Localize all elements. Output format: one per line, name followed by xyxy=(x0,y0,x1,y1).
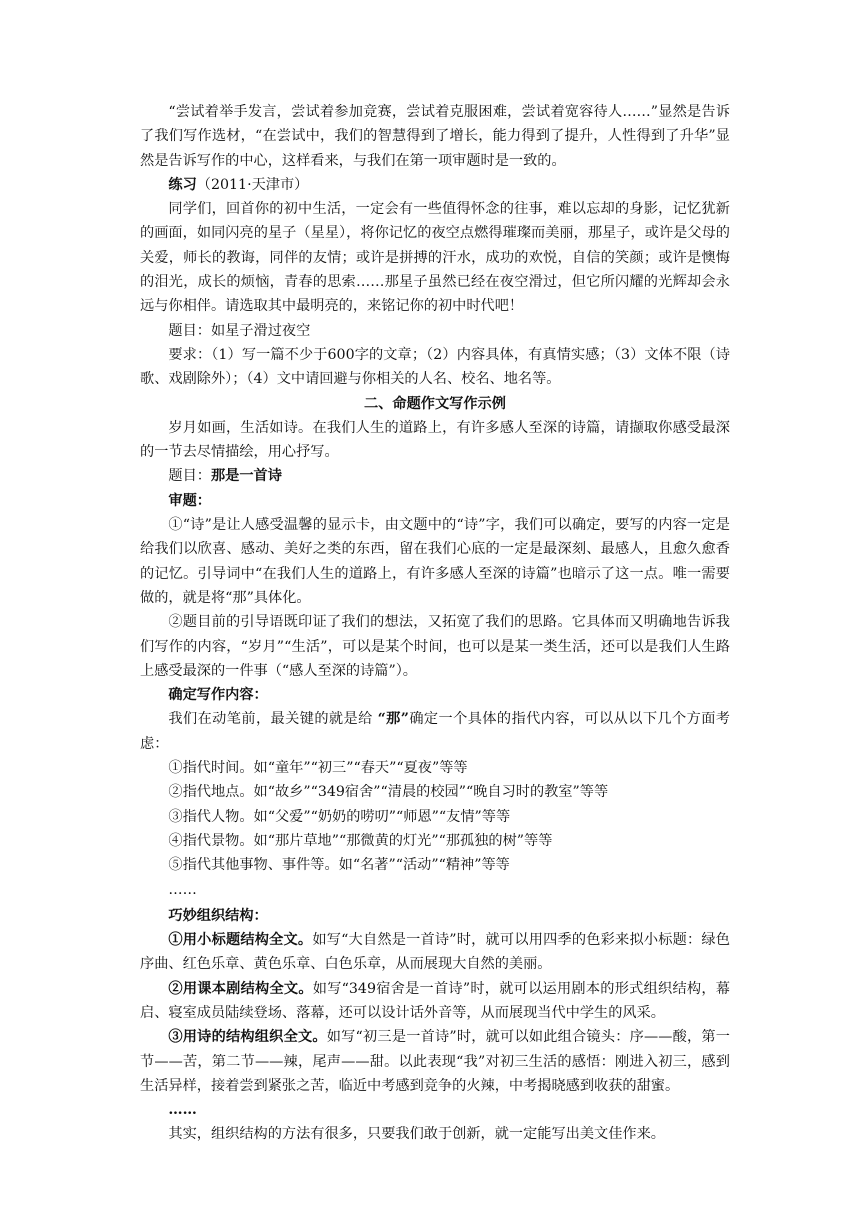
structure-item-lead: ①用小标题结构全文。 xyxy=(168,932,313,949)
structure-heading: 巧妙组织结构： xyxy=(168,907,268,924)
structure-item-text: 如写“大自然是一首诗”时，就可以用四季的色彩来拟小标题：绿色序曲、红色乐章、黄色乐章、白色乐章，从而展现大自然的美丽。 xyxy=(140,932,730,973)
content-item: ⑤指代其他事物、事件等。如“名著”“活动”“精神”等等 xyxy=(168,857,510,874)
content-item: ②指代地点。如“故乡”“349宿舍”“清晨的校园”“晚自习时的教室”等等 xyxy=(168,784,609,801)
example-topic-label: 题目： xyxy=(168,468,211,485)
structure-item-lead: ③用诗的结构组织全文。 xyxy=(168,1029,327,1046)
exercise-heading xyxy=(140,173,730,197)
exercise-topic: 题目：如星子滑过夜空 xyxy=(168,322,311,339)
structure-item xyxy=(140,1025,730,1098)
exercise-source: （2011·天津市） xyxy=(196,176,309,193)
content-intro xyxy=(140,707,730,756)
ellipsis: …… xyxy=(168,881,197,898)
ellipsis: …… xyxy=(168,1102,197,1119)
content-intro-emphasis: “那” xyxy=(377,711,409,728)
structure-item-lead: ②用课本剧结构全文。 xyxy=(168,980,313,997)
exercise-requirements: 要求：（1）写一篇不少于600字的文章；（2）内容具体，有真情实感；（3）文体不限（诗歌、戏剧除外）；（4）文中请回避与你相关的人名、校名、地名等。 xyxy=(140,346,730,388)
example-prompt: 岁月如画，生活如诗。在我们人生的道路上，有许多感人至深的诗篇，请撷取你感受最深的一节去尽情描绘，用心抒写。 xyxy=(140,419,730,461)
content-item: ④指代景物。如“那片草地”“那微黄的灯光”“那孤独的树”等等 xyxy=(168,832,553,849)
closing-paragraph: 其实，组织结构的方法有很多，只要我们敢于创新，就一定能写出美文佳作来。 xyxy=(168,1126,665,1143)
analysis-point-2: ②题目前的引导语既印证了我们的想法，又拓宽了我们的思路。它具体而又明确地告诉我们写作的内容，“岁月”“生活”，可以是某个时间，也可以是某一类生活，还可以是我们人生路上感受最深的一件事（“感人至深的诗篇”）。 xyxy=(140,614,730,679)
structure-item-text: 如写“349宿舍是一首诗”时，就可以运用剧本的形式组织结构，幕启、寝室成员陆续登场、落幕，还可以设计话外音等，从而展现当代中学生的风采。 xyxy=(140,980,730,1021)
example-topic-title: 那是一首诗 xyxy=(210,468,282,485)
content-heading: 确定写作内容： xyxy=(168,687,268,704)
document-page xyxy=(140,100,730,1147)
exercise-label: 练习 xyxy=(168,176,197,193)
content-intro-part-a: 我们在动笔前，最关键的就是给 xyxy=(168,711,378,728)
structure-item xyxy=(140,928,730,977)
structure-item-text: 如写“初三是一首诗”时，就可以如此组合镜头：序——酸，第一节——苦，第二节——辣，尾声——甜。以此表现“我”对初三生活的感悟：刚进入初三，感到生活异样，接着尝到紧张之苦，临近中考感到竞争的火辣，中考揭晓感到收获的甜蜜。 xyxy=(140,1029,730,1094)
example-topic xyxy=(140,464,730,488)
exercise-prompt: 同学们，回首你的初中生活，一定会有一些值得怀念的往事，难以忘却的身影，记忆犹新的画面，如同闪亮的星子（星星），将你记忆的夜空点燃得璀璨而美丽，那星子，或许是父母的关爱，师长的教诲，同伴的友情；或许是拼搏的汗水，成功的欢悦，自信的笑颜；或许是懊悔的泪光，成长的烦恼，青春的思索……那星子虽然已经在夜空滑过，但它所闪耀的光辉却会永远与你相伴。请选取其中最明亮的，来铭记你的初中时代吧！ xyxy=(140,201,730,315)
analysis-point-1: ①“诗”是让人感受温馨的显示卡，由文题中的“诗”字，我们可以确定，要写的内容一定是给我们以欣喜、感动、美好之类的东西，留在我们心底的一定是最深刻、最感人，且愈久愈香的记忆。引导词中“在我们人生的道路上，有许多感人至深的诗篇”也暗示了这一点。唯一需要做的，就是将“那”具体化。 xyxy=(140,517,730,606)
content-item: ①指代时间。如“童年”“初三”“春天”“夏夜”等等 xyxy=(168,760,468,777)
intro-paragraph: “尝试着举手发言，尝试着参加竞赛，尝试着克服困难，尝试着宽容待人……”显然是告诉了我们写作选材，“在尝试中，我们的智慧得到了增长，能力得到了提升，人性得到了升华”显然是告诉写作的中心，这样看来，与我们在第一项审题时是一致的。 xyxy=(140,104,730,169)
content-item: ③指代人物。如“父爱”“奶奶的唠叨”“师恩”“友情”等等 xyxy=(168,808,511,825)
section-title: 二、命题作文写作示例 xyxy=(364,395,506,412)
structure-item xyxy=(140,977,730,1026)
analysis-heading: 审题： xyxy=(168,492,211,509)
content-intro-part-b: 确定一个具体的指代内容，可以从以下几个方面考虑： xyxy=(140,711,730,752)
